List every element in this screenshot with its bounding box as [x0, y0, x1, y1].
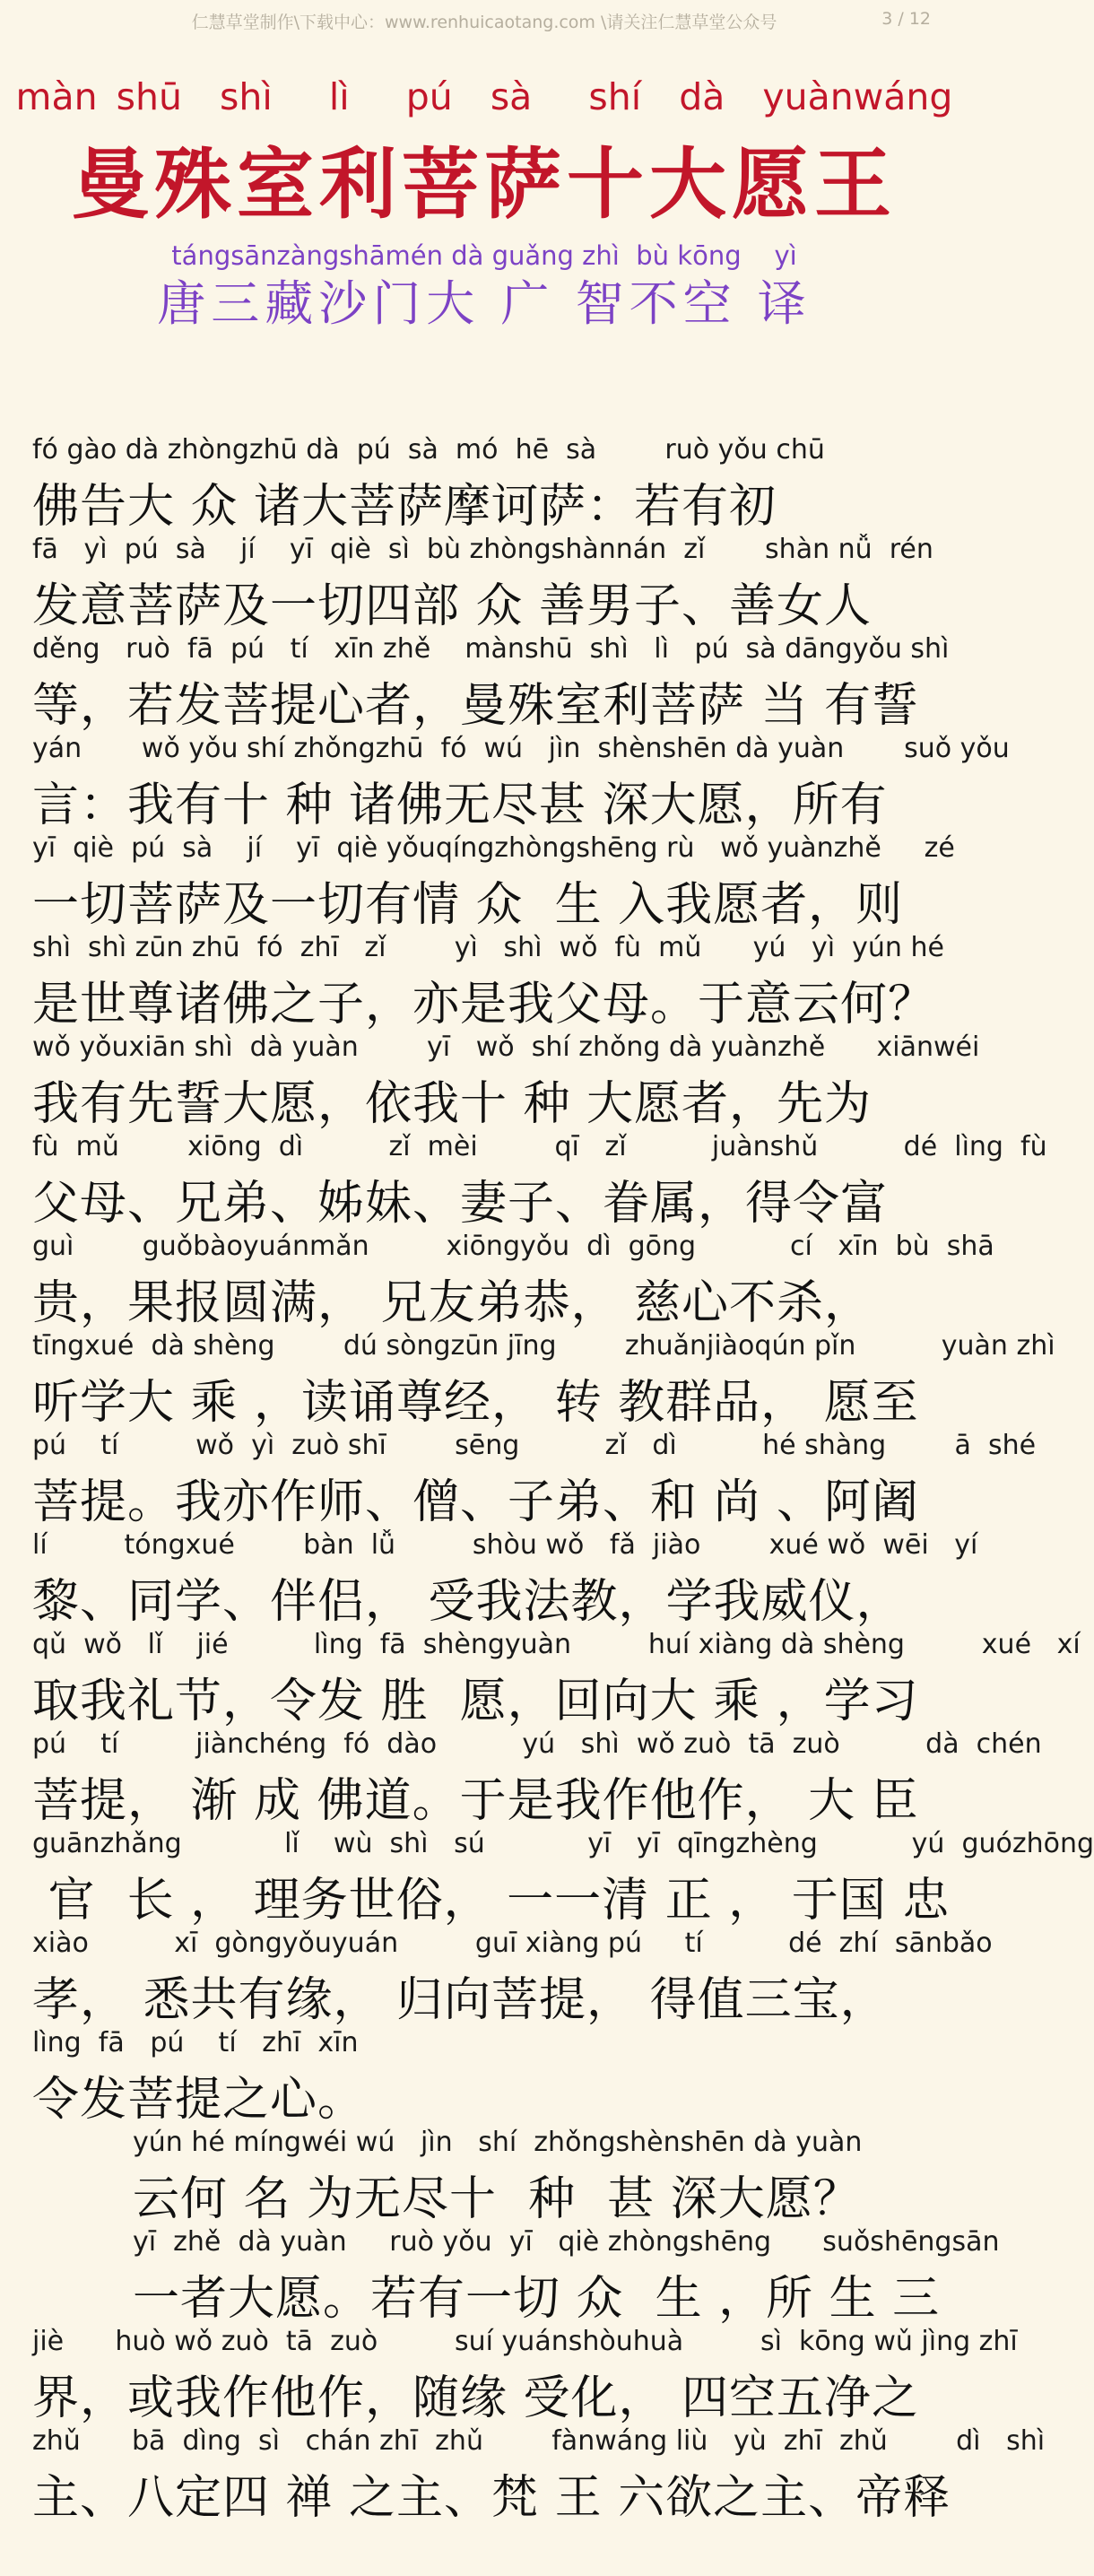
- hanzi-line: 言：我有十 种 诸佛无尽甚 深大愿，所有: [32, 779, 888, 832]
- pinyin-line: wǒ yǒuxiān shì dà yuàn yī wǒ shí zhǒng dà yuànzhě xiānwéi: [32, 1031, 980, 1063]
- text-line: [0, 434, 968, 534]
- pinyin-line: fó gào dà zhòngzhū dà pú sà mó hē sà ruò yǒu chū: [32, 434, 825, 466]
- hanzi-line: 孝， 悉共有缘， 归向菩提， 得值三宝，: [32, 1973, 888, 2027]
- header-source-text: 仁慧草堂制作\下载中心：www.renhuicaotang.com \请关注仁慧草堂公众号: [191, 13, 777, 32]
- text-line: [0, 932, 968, 1031]
- text-line: [0, 1529, 978, 1629]
- hanzi-line: 佛告大 众 诸大菩萨摩诃萨：若有初: [32, 480, 777, 534]
- pinyin-line: fā yì pú sà jí yī qiè sì bù zhòngshànnán zǐ shàn nǚ rén: [32, 534, 933, 565]
- text-line: [0, 633, 968, 733]
- text-line: [0, 1131, 1047, 1231]
- pinyin-line: lí tóngxué bàn lǚ shòu wǒ fǎ jiào xué wǒ wēi yí: [32, 1529, 978, 1561]
- document-subtitle: 唐三藏沙门大 广 智不空 译: [157, 275, 812, 332]
- hanzi-line: 菩提。我亦作师、僧、子弟、和 尚 、阿阇: [32, 1475, 920, 1529]
- hanzi-line: 一切菩萨及一切有情 众 生 入我愿者，则: [32, 878, 904, 932]
- text-line: [0, 2326, 1018, 2425]
- pinyin-line: yī qiè pú sà jí yī qiè yǒuqíngzhòngshēng rù wǒ yuànzhě zé: [32, 832, 955, 864]
- title-pinyin: màn shū shì lì pú sà shí dà yuànwáng: [15, 75, 953, 118]
- hanzi-line: 界，或我作他作，随缘 受化， 四空五净之: [32, 2371, 920, 2425]
- pinyin-line: guì guǒbàoyuánmǎn xiōngyǒu dì gōng cí xīn bù shā: [32, 1231, 994, 1262]
- text-line: [0, 2127, 968, 2226]
- hanzi-line: 发意菩萨及一切四部 众 善男子、善女人: [32, 579, 873, 633]
- hanzi-line: 听学大 乘 ，读诵尊经， 转 教群品， 愿至: [32, 1376, 919, 1430]
- hanzi-line: 是世尊诸佛之子，亦是我父母。于意云何？: [32, 978, 936, 1031]
- hanzi-line: 父母、兄弟、姊妹、妻子、眷属，得令富: [32, 1177, 889, 1231]
- pinyin-line: zhǔ bā dìng sì chán zhī zhǔ fànwáng liù yù zhī zhǔ dì shì: [32, 2425, 1046, 2457]
- text-line: [0, 2226, 1000, 2326]
- hanzi-line: 官 长 ， 理务世俗， 一一清 正 ， 于国 忠: [32, 1874, 951, 1928]
- pinyin-line: shì shì zūn zhū fó zhī zǐ yì shì wǒ fù mǔ yú yì yún hé: [32, 932, 944, 963]
- hanzi-line: 云何 名 为无尽十 种 甚 深大愿？: [133, 2172, 861, 2226]
- pinyin-line: guānzhǎng lǐ wù shì sú yī yī qīngzhèng yú guózhōng: [32, 1828, 1094, 1859]
- hanzi-line: 令发菩提之心。: [32, 2073, 366, 2127]
- document-title: 曼殊室利菩萨十大愿王: [72, 139, 897, 230]
- text-line: [0, 1430, 1037, 1529]
- pinyin-line: pú tí wǒ yì zuò shī sēng zǐ dì hé shàng ā shé: [32, 1430, 1037, 1461]
- pinyin-line: jiè huò wǒ zuò tā zuò suí yuánshòuhuà sì kōng wǔ jìng zhī: [32, 2326, 1018, 2357]
- pinyin-line: tīngxué dà shèng dú sòngzūn jīng zhuǎnjiàoqún pǐn yuàn zhì: [32, 1330, 1055, 1362]
- scripture-text: [0, 434, 1094, 2525]
- hanzi-line: 一者大愿。若有一切 众 生 ，所 生 三: [133, 2272, 941, 2326]
- page-header: [0, 9, 968, 36]
- pinyin-line: fù mǔ xiōng dì zǐ mèi qī zǐ juànshǔ dé lìng fù: [32, 1131, 1047, 1162]
- hanzi-line: 菩提， 渐 成 佛道。于是我作他作， 大 臣: [32, 1774, 919, 1828]
- page-number: 3 / 12: [881, 9, 931, 29]
- text-line: [0, 1031, 980, 1131]
- hanzi-line: 等，若发菩提心者，曼殊室利菩萨 当 有誓: [32, 679, 920, 733]
- text-line: [0, 2425, 1046, 2525]
- pinyin-line: xiào xī gòngyǒuyuán guī xiàng pú tí dé zhí sānbǎo: [32, 1928, 993, 1959]
- hanzi-line: 黎、同学、伴侣， 受我法教，学我威仪，: [32, 1575, 904, 1629]
- hanzi-line: 取我礼节，令发 胜 愿，回向大 乘 ，学习: [32, 1675, 919, 1728]
- pinyin-line: qǔ wǒ lǐ jié lìng fā shèngyuàn huí xiàng dà shèng xué xí: [32, 1629, 1081, 1660]
- text-line: [0, 1728, 1042, 1828]
- text-line: [0, 1330, 1055, 1430]
- hanzi-line: 贵，果报圆满， 兄友弟恭， 慈心不杀，: [32, 1276, 873, 1330]
- text-line: [0, 832, 968, 932]
- text-line: [0, 1928, 993, 2027]
- text-line: [0, 2027, 968, 2127]
- text-line: [0, 1629, 1081, 1728]
- pinyin-line: yī zhě dà yuàn ruò yǒu yī qiè zhòngshēng suǒshēngsān: [133, 2226, 1000, 2258]
- pinyin-line: yún hé míngwéi wú jìn shí zhǒngshènshēn dà yuàn: [133, 2127, 863, 2158]
- hanzi-line: 我有先誓大愿，依我十 种 大愿者，先为: [32, 1077, 873, 1131]
- pinyin-line: lìng fā pú tí zhī xīn: [32, 2027, 359, 2058]
- text-line: [0, 534, 968, 633]
- hanzi-line: 主、八定四 禅 之主、梵 王 六欲之主、帝释: [32, 2471, 951, 2525]
- subtitle-pinyin: tángsānzàngshāmén dà guǎng zhì bù kōng yì: [171, 240, 797, 271]
- pinyin-line: děng ruò fā pú tí xīn zhě mànshū shì lì pú sà dāngyǒu shì: [32, 633, 950, 665]
- pinyin-line: yán wǒ yǒu shí zhǒngzhū fó wú jìn shènshēn dà yuàn suǒ yǒu: [32, 733, 1010, 764]
- text-line: [0, 1828, 1094, 1928]
- text-line: [0, 733, 1010, 832]
- text-line: [0, 1231, 994, 1330]
- pinyin-line: pú tí jiànchéng fó dào yú shì wǒ zuò tā zuò dà chén: [32, 1728, 1042, 1760]
